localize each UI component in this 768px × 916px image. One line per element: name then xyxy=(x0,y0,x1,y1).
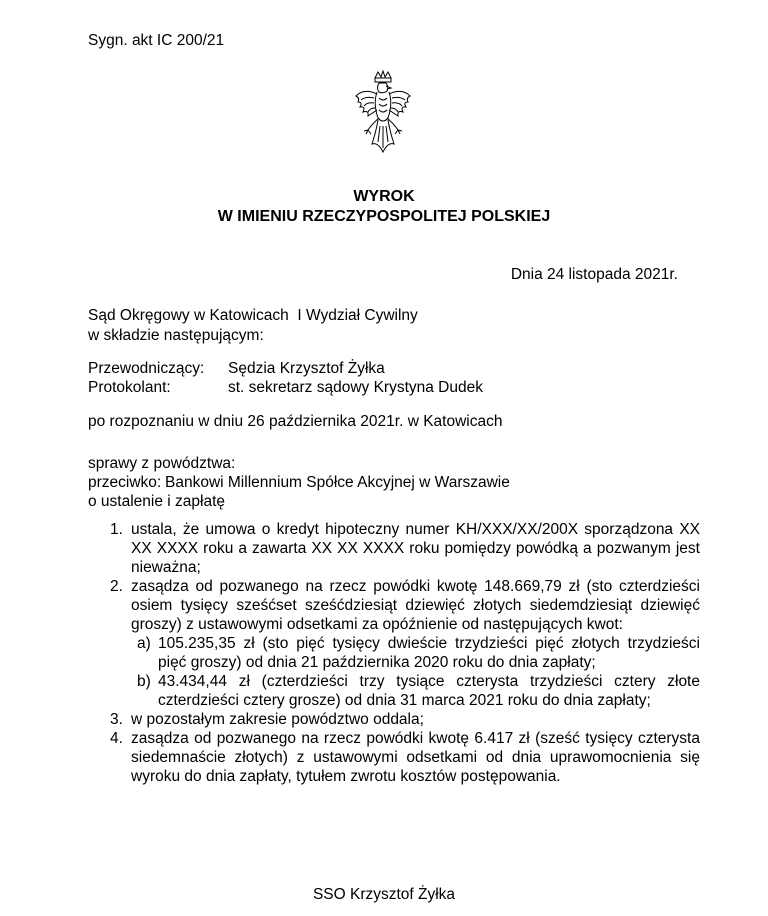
case-plaintiff-label: sprawy z powództwa: xyxy=(88,455,236,472)
judgment-subtitle: W IMIENIU RZECZYPOSPOLITEJ POLSKIEJ xyxy=(217,208,551,225)
ruling-item-text: w pozostałym zakresie powództwo oddala; xyxy=(131,711,424,728)
ruling-item-number: 1. xyxy=(110,521,123,538)
ruling-item-number: 3. xyxy=(110,711,123,728)
judgment-date: Dnia 24 listopada 2021r. xyxy=(510,266,678,283)
court-composition-label: w składzie następującym: xyxy=(88,327,264,344)
court-block xyxy=(88,306,418,346)
ruling-subitem-letter: a) xyxy=(137,635,151,652)
case-signature: Sygn. akt IC 200/21 xyxy=(88,32,225,49)
hearing-line: po rozpoznaniu w dniu 26 października 2021r. w Katowicach xyxy=(88,413,503,430)
case-subject: o ustalenie i zapłatę xyxy=(88,493,226,510)
ruling-item-text: zasądza od pozwanego na rzecz powódki kwotę 148.669,79 zł (sto czterdzieści osiem tysięcy sześćset sześćdziesiąt dziewięć złotych siedemdziesiąt dziewięć groszy) z ustawowymi odsetkami za opóźnienie od następujących kwot: xyxy=(131,578,700,633)
ruling-item xyxy=(110,710,700,729)
clerk-value: st. sekretarz sądowy Krystyna Dudek xyxy=(228,379,483,396)
ruling-item-text: zasądza od pozwanego na rzecz powódki kwotę 6.417 zł (sześć tysięcy czterysta siedemnaście złotych) z ustawowymi odsetkami od dnia uprawomocnienia się wyroku do dnia zapłaty, tytułem zwrotu kosztów postępowania. xyxy=(131,730,700,785)
ruling-item-text: ustala, że umowa o kredyt hipoteczny numer KH/XXX/XX/200X sporządzona XX XX XXXX roku a zawarta XX XX XXXX roku pomiędzy powódką a pozwanym jest nieważna; xyxy=(131,521,700,576)
court-name: Sąd Okręgowy w Katowicach I Wydział Cywilny xyxy=(88,307,418,324)
ruling-subitem-text: 43.434,44 zł (czterdzieści trzy tysiące czterysta trzydzieści cztery złote czterdzieści cztery grosze) od dnia 31 marca 2021 roku do dnia zapłaty; xyxy=(158,673,700,709)
ruling-item xyxy=(110,520,700,577)
clerk-label: Protokolant: xyxy=(88,379,171,396)
chair-label: Przewodniczący: xyxy=(88,360,205,377)
case-block xyxy=(88,454,510,511)
clerk-row xyxy=(88,379,483,397)
case-against-label: przeciwko: xyxy=(88,474,162,491)
ruling-list xyxy=(110,520,700,786)
chair-row xyxy=(88,360,385,378)
ruling-subitem-text: 105.235,35 zł (sto pięć tysięcy dwieście trzydzieści pięć złotych trzydzieści pięć groszy) od dnia 21 października 2020 roku do dnia zapłaty; xyxy=(158,635,700,671)
case-defendant-row xyxy=(88,473,510,492)
ruling-item xyxy=(110,729,700,786)
ruling-subitem xyxy=(131,672,700,710)
ruling-item-number: 2. xyxy=(110,578,123,595)
case-against-value: Bankowi Millennium Spółce Akcyjnej w Warszawie xyxy=(165,474,510,491)
ruling-subitem xyxy=(131,634,700,672)
ruling-item xyxy=(110,577,700,634)
ruling-subitem-letter: b) xyxy=(137,673,151,690)
judgment-title: WYROK xyxy=(353,188,415,205)
polish-eagle-icon xyxy=(352,70,414,154)
judge-signature: SSO Krzysztof Żyłka xyxy=(312,886,456,903)
chair-value: Sędzia Krzysztof Żyłka xyxy=(228,360,385,377)
ruling-item-number: 4. xyxy=(110,730,123,747)
